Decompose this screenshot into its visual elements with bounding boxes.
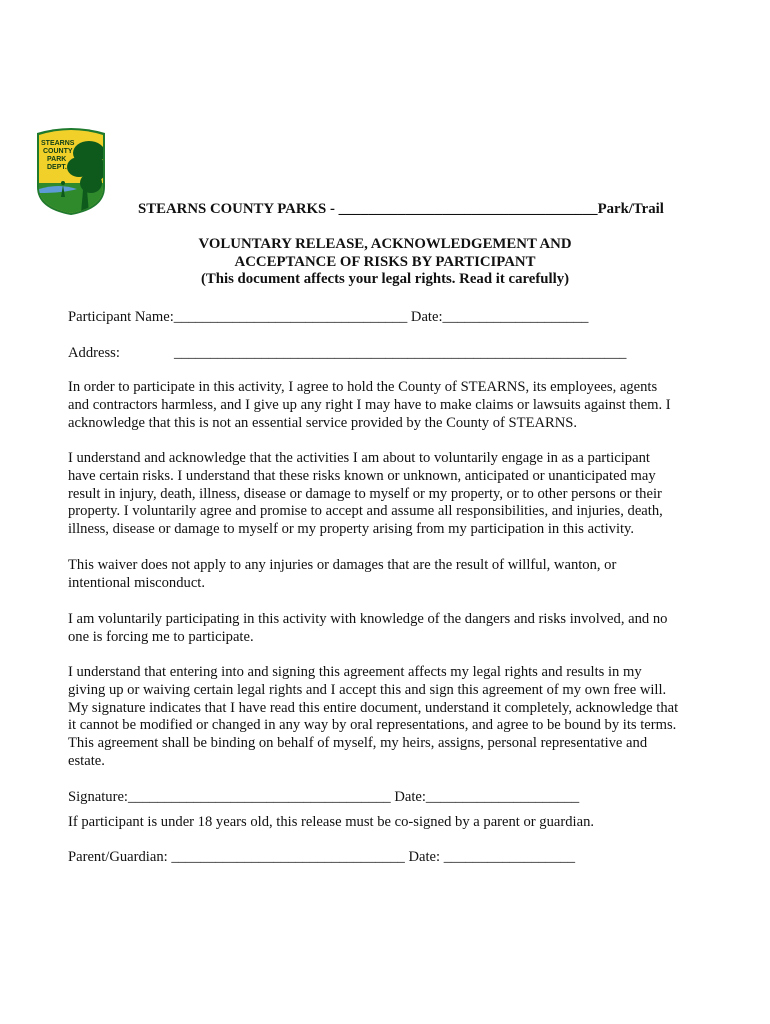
address-field[interactable]: ______________________________________________________________	[174, 345, 627, 361]
header-suffix: Park/Trail	[597, 201, 664, 217]
paragraph-line: result in injury, death, illness, disease or damage to myself or my property, or to other persons or their	[68, 485, 662, 502]
paragraph-line: This agreement shall be binding on behalf of myself, my heirs, assigns, personal representative and	[68, 735, 648, 752]
paragraph-line: This waiver does not apply to any injuries or damages that are the result of willful, wanton, or	[68, 557, 617, 573]
title-line-2: ACCEPTANCE OF RISKS BY PARTICIPANT	[234, 253, 536, 270]
header-org: STEARNS COUNTY PARKS -	[138, 201, 339, 217]
paragraph-line: I understand that entering into and signing this agreement affects my legal rights and results in my	[68, 664, 642, 680]
paragraph-waiver-scope	[68, 557, 708, 593]
stearns-county-park-logo	[33, 127, 109, 215]
paragraph-line: illness, disease or damage to myself or my property arising from my participation in this activity.	[68, 521, 635, 538]
paragraph-line: it cannot be modified or changed in any way by oral representations, and agree to be bound by its terms.	[68, 717, 677, 734]
document-title	[0, 236, 770, 289]
svg-text:DEPT.: DEPT.	[47, 164, 67, 171]
svg-text:STEARNS: STEARNS	[41, 140, 75, 147]
paragraph-line: have certain risks. I understand that these risks known or unknown, anticipated or unanticipated may	[68, 467, 656, 484]
svg-text:PARK: PARK	[47, 156, 67, 163]
paragraph-line: property. I voluntarily agree and promise to accept and assume all responsibilities, and injuries, death,	[68, 503, 663, 520]
paragraph-line: one is forcing me to participate.	[68, 628, 254, 645]
address-label: Address:	[68, 345, 120, 361]
title-line-1: VOLUNTARY RELEASE, ACKNOWLEDGEMENT AND	[198, 236, 572, 252]
title-line-3: (This document affects your legal rights. Read it carefully)	[200, 271, 570, 287]
paragraph-hold-harmless	[68, 379, 708, 432]
parent-guardian-field[interactable]: Parent/Guardian: ________________________________ Date: __________________	[68, 849, 576, 865]
paragraph-line: intentional misconduct.	[68, 574, 205, 591]
paragraph-line: and contractors harmless, and I give up any right I may have to make claims or lawsuits against them. I	[68, 396, 671, 413]
paragraph-line: I understand and acknowledge that the activities I am about to voluntarily engage in as a participant	[68, 450, 650, 466]
paragraph-line: I am voluntarily participating in this activity with knowledge of the dangers and risks involved, and no	[68, 611, 668, 627]
minor-cosign-note: If participant is under 18 years old, this release must be co-signed by a parent or guardian.	[68, 814, 595, 830]
paragraph-line: My signature indicates that I have read this entire document, understand it completely, acknowledge that	[68, 699, 679, 716]
participant-name-field[interactable]: Participant Name:________________________________ Date:____________________	[68, 309, 589, 325]
signature-field[interactable]: Signature:____________________________________ Date:_____________________	[68, 789, 580, 805]
paragraph-line: giving up or waiving certain legal rights and I accept this and sign this agreement of my own free will.	[68, 681, 667, 698]
paragraph-risks	[68, 450, 708, 539]
paragraph-line: acknowledge that this is not an essential service provided by the County of STEARNS.	[68, 414, 578, 431]
paragraph-voluntary	[68, 611, 708, 647]
paragraph-legal-rights	[68, 664, 708, 771]
paragraph-line: estate.	[68, 752, 105, 769]
header-line	[138, 201, 698, 218]
paragraph-line: In order to participate in this activity, I agree to hold the County of STEARNS, its employees, agents	[68, 379, 658, 395]
park-trail-blank[interactable]: ___________________________________	[338, 201, 598, 217]
svg-text:COUNTY: COUNTY	[43, 148, 73, 155]
